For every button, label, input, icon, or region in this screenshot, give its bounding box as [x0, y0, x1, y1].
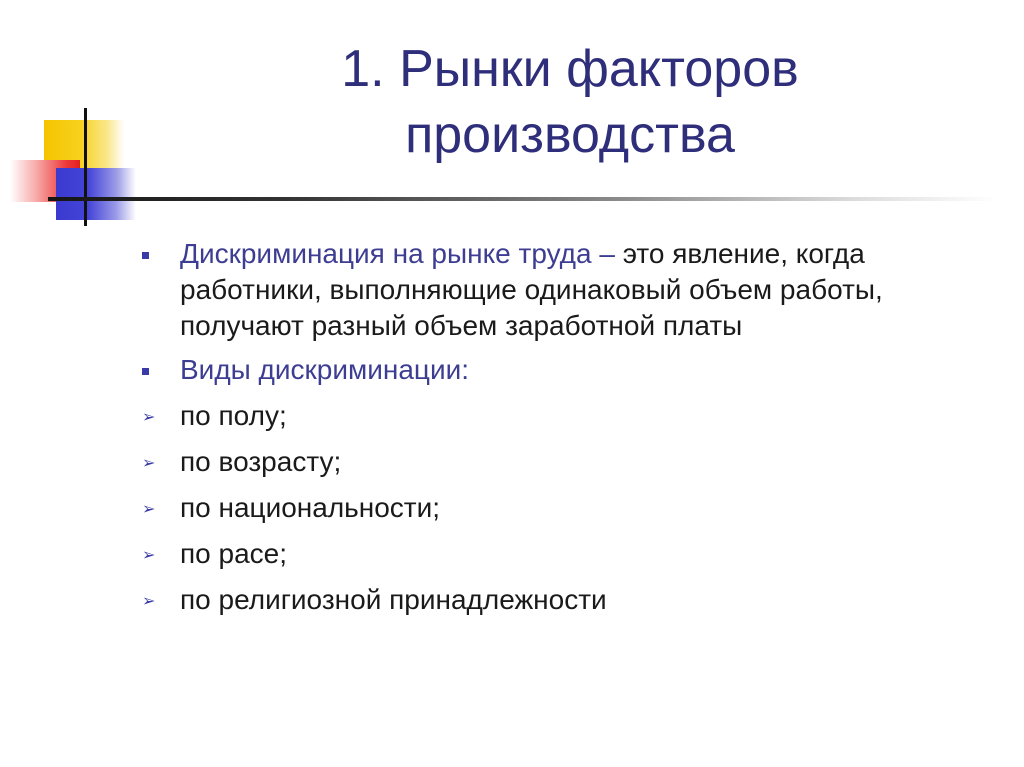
type-list-item	[140, 536, 990, 572]
slide-title-line-2: производства	[405, 106, 735, 164]
types-heading-item	[140, 352, 990, 388]
slide-title-line-1: 1. Рынки факторов	[341, 40, 799, 98]
definition-item	[140, 236, 990, 344]
definition-text-1: это явление, когда	[614, 238, 865, 269]
type-list-item	[140, 398, 990, 434]
definition-text-2: работники, выполняющие одинаковый объем работы,	[180, 274, 883, 305]
type-label: по религиозной принадлежности	[180, 584, 607, 615]
type-label: по полу;	[180, 400, 287, 431]
type-label: по возрасту;	[180, 446, 342, 477]
arrow-bullet-icon: ➢	[142, 501, 156, 518]
type-list-item	[140, 490, 990, 526]
definition-text-3: получают разный объем заработной платы	[180, 310, 743, 341]
arrow-bullet-icon: ➢	[142, 409, 156, 426]
square-bullet-icon	[142, 252, 149, 259]
type-label: по расе;	[180, 538, 288, 569]
horizontal-rule	[48, 197, 998, 201]
types-heading: Виды дискриминации:	[180, 354, 470, 385]
type-list-item	[140, 444, 990, 480]
slide-title	[180, 36, 960, 168]
arrow-bullet-icon: ➢	[142, 547, 156, 564]
type-label: по национальности;	[180, 492, 441, 523]
type-list-item	[140, 582, 990, 618]
slide-body	[140, 236, 990, 628]
arrow-bullet-icon: ➢	[142, 455, 156, 472]
definition-term: Дискриминация на рынке труда –	[180, 238, 615, 269]
square-bullet-icon	[142, 368, 149, 375]
vertical-rule	[84, 108, 87, 226]
blue-rect-decoration	[56, 168, 136, 220]
arrow-bullet-icon: ➢	[142, 593, 156, 610]
